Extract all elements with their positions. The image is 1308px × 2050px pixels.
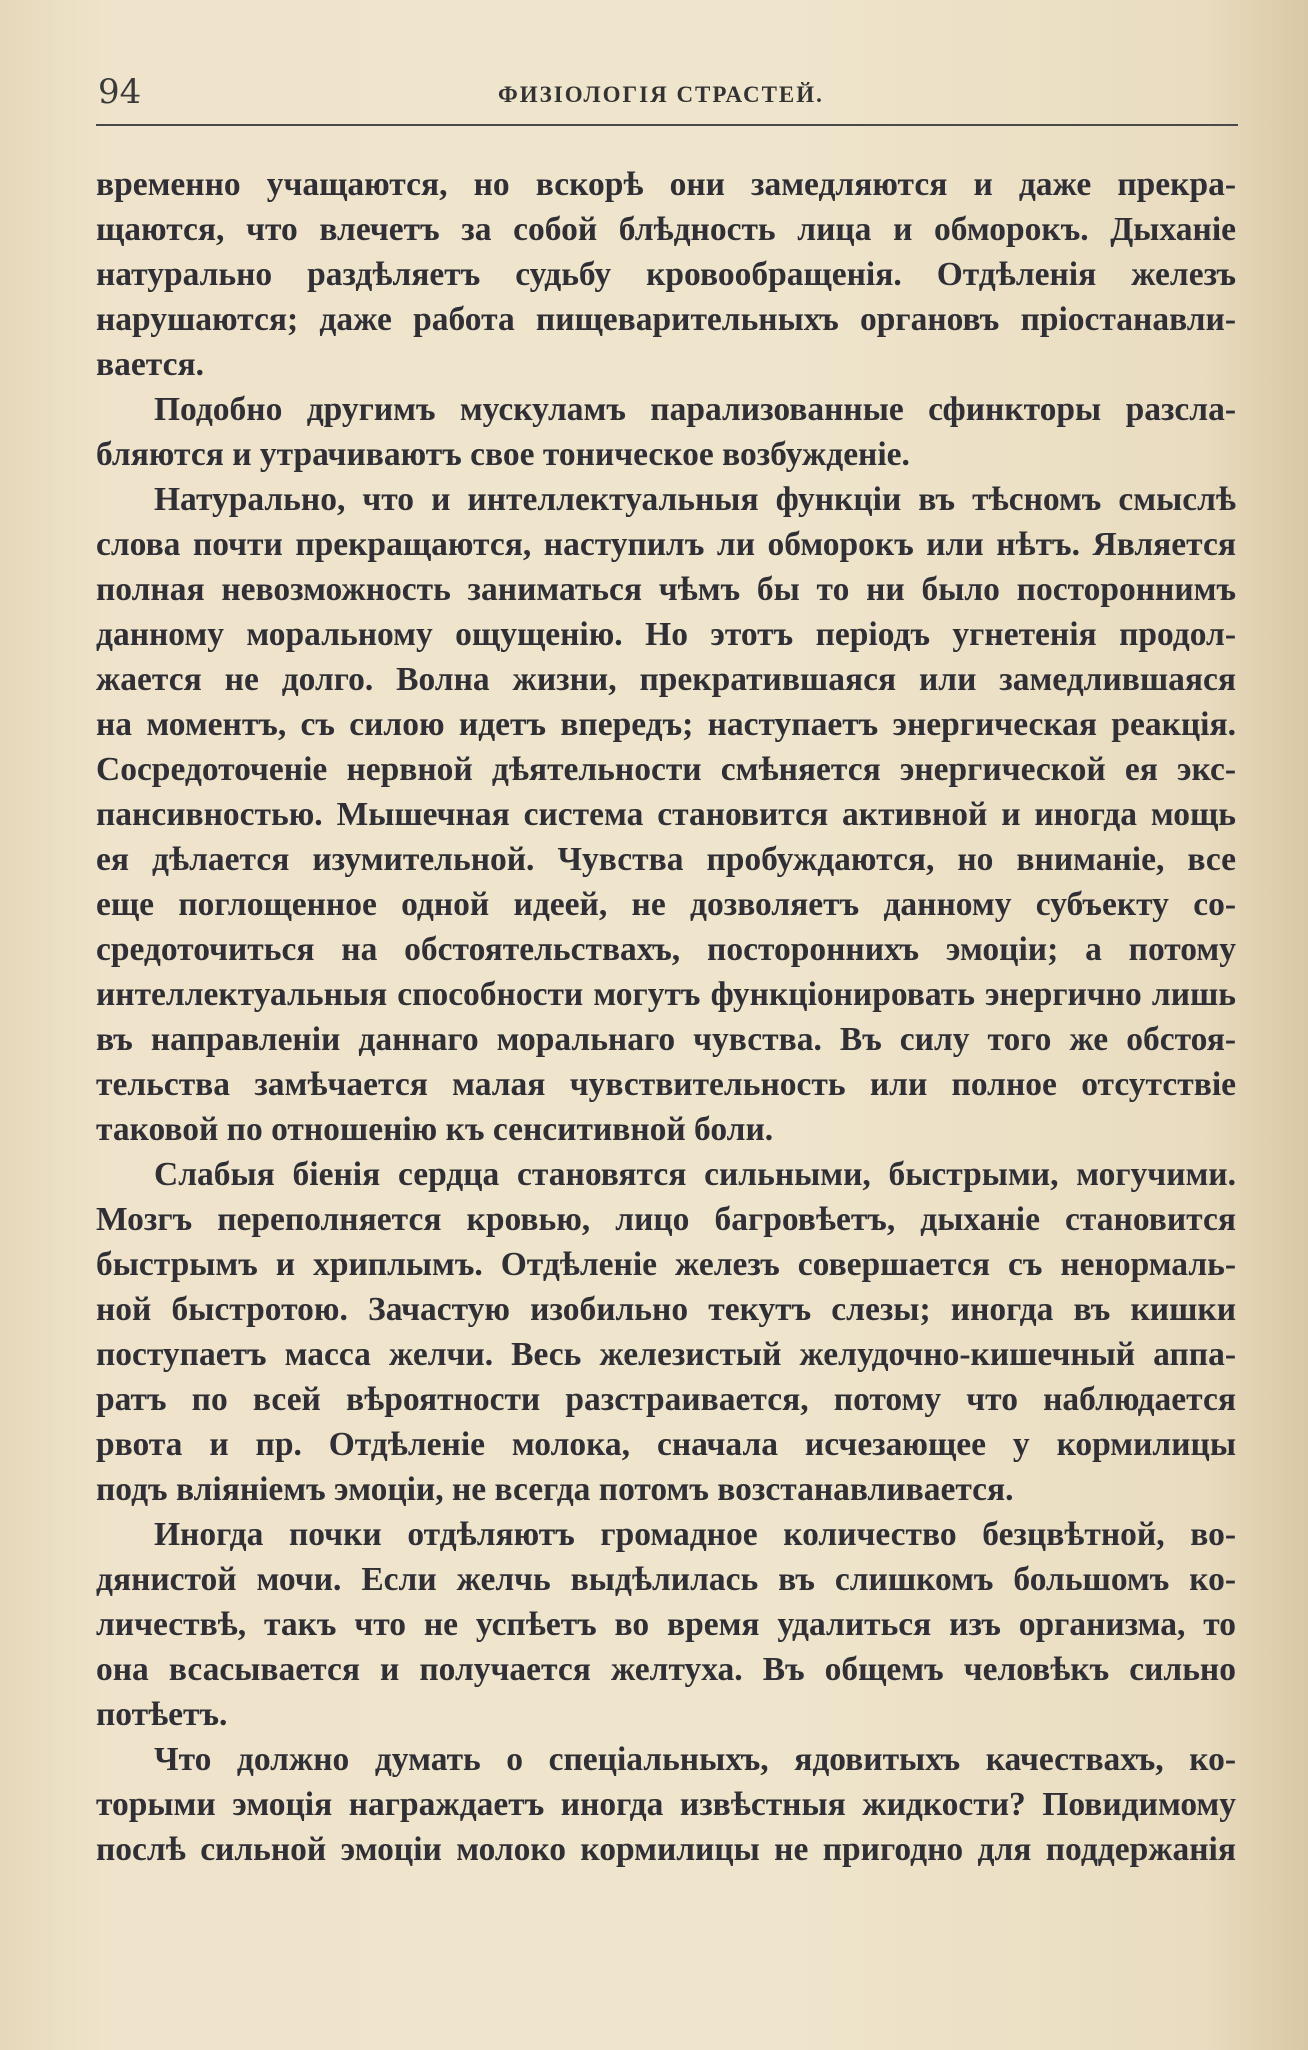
text-line: быстрымъ и хриплымъ. Отдѣленіе железъ совершается съ ненормаль-	[96, 1246, 1236, 1283]
text-line: поступаетъ масса желчи. Весь железистый желудочно-кишечный аппа-	[96, 1336, 1236, 1373]
paragraph	[96, 1152, 1236, 1512]
text-line: Мозгъ переполняется кровью, лицо багровѣетъ, дыханіе становится	[96, 1201, 1236, 1238]
text-line: пансивностью. Мышечная система становится активной и иногда мощь	[96, 796, 1236, 833]
text-line: жается не долго. Волна жизни, прекратившаяся или замедлившаяся	[96, 661, 1236, 698]
body-text	[96, 162, 1236, 1872]
text-line: средоточиться на обстоятельствахъ, постороннихъ эмоціи; а потому	[96, 931, 1236, 968]
text-line: на моментъ, съ силою идетъ впередъ; наступаетъ энергическая реакція.	[96, 706, 1236, 743]
text-line: слова почти прекращаются, наступилъ ли обморокъ или нѣтъ. Является	[96, 526, 1236, 563]
text-line: Сосредоточеніе нервной дѣятельности смѣняется энергической ея экс-	[96, 751, 1236, 788]
text-line: ея дѣлается изумительной. Чувства пробуждаются, но вниманіе, все	[96, 841, 1236, 878]
text-line: торыми эмоція награждаетъ иногда извѣстныя жидкости? Повидимому	[96, 1786, 1236, 1823]
text-line: Иногда почки отдѣляютъ громадное количество безцвѣтной, во-	[154, 1516, 1236, 1553]
text-line: Что должно думать о спеціальныхъ, ядовитыхъ качествахъ, ко-	[154, 1741, 1236, 1778]
text-line: полная невозможность заниматься чѣмъ бы то ни было постороннимъ	[96, 571, 1236, 608]
paragraph	[96, 477, 1236, 1152]
text-line: временно учащаются, но вскорѣ они замедляются и даже прекра-	[96, 166, 1236, 203]
text-line: вается.	[96, 346, 204, 383]
text-line: Слабыя біенія сердца становятся сильными, быстрыми, могучими.	[154, 1156, 1236, 1193]
text-line: Подобно другимъ мускуламъ парализованные сфинкторы разсла-	[154, 391, 1236, 428]
text-line: ной быстротою. Зачастую изобильно текутъ слезы; иногда въ кишки	[96, 1291, 1236, 1328]
paragraph	[96, 387, 1236, 477]
paragraph	[96, 162, 1236, 387]
paragraph	[96, 1737, 1236, 1872]
running-header	[96, 72, 1238, 126]
text-line: таковой по отношенію къ сенситивной боли.	[96, 1111, 774, 1148]
text-line: подъ вліяніемъ эмоціи, не всегда потомъ возстанавливается.	[96, 1471, 1014, 1508]
text-line: ратъ по всей вѣроятности разстраивается, потому что наблюдается	[96, 1381, 1236, 1418]
text-line: Натурально, что и интеллектуальныя функціи въ тѣсномъ смыслѣ	[154, 481, 1236, 518]
text-line: въ направленіи даннаго моральнаго чувства. Въ силу того же обстоя-	[96, 1021, 1236, 1058]
text-line: щаются, что влечетъ за собой блѣдность лица и обморокъ. Дыханіе	[96, 211, 1236, 248]
text-line: личествѣ, такъ что не успѣетъ во время удалиться изъ организма, то	[96, 1606, 1236, 1643]
text-line: послѣ сильной эмоціи молоко кормилицы не пригодно для поддержанія	[96, 1831, 1236, 1868]
running-title: ФИЗІОЛОГІЯ СТРАСТЕЙ.	[498, 82, 824, 107]
text-line: натурально раздѣляетъ судьбу кровообращенія. Отдѣленія железъ	[96, 256, 1236, 293]
text-line: данному моральному ощущенію. Но этотъ періодъ угнетенія продол-	[96, 616, 1236, 653]
text-line: рвота и пр. Отдѣленіе молока, сначала исчезающее у кормилицы	[96, 1426, 1236, 1463]
text-line: она всасывается и получается желтуха. Въ общемъ человѣкъ сильно	[96, 1651, 1236, 1688]
text-line: дянистой мочи. Если желчь выдѣлилась въ слишкомъ большомъ ко-	[96, 1561, 1236, 1598]
paragraph	[96, 1512, 1236, 1737]
text-line: бляются и утрачиваютъ свое тоническое возбужденіе.	[96, 436, 910, 473]
text-line: тельства замѣчается малая чувствительность или полное отсутствіе	[96, 1066, 1236, 1103]
text-line: потѣетъ.	[96, 1696, 228, 1733]
text-line: интеллектуальныя способности могутъ функціонировать энергично лишь	[96, 976, 1236, 1013]
page-number: 94	[98, 72, 142, 112]
text-line: еще поглощенное одной идеей, не дозволяетъ данному субъекту со-	[96, 886, 1236, 923]
text-line: нарушаются; даже работа пищеварительныхъ органовъ пріостанавли-	[96, 301, 1236, 338]
